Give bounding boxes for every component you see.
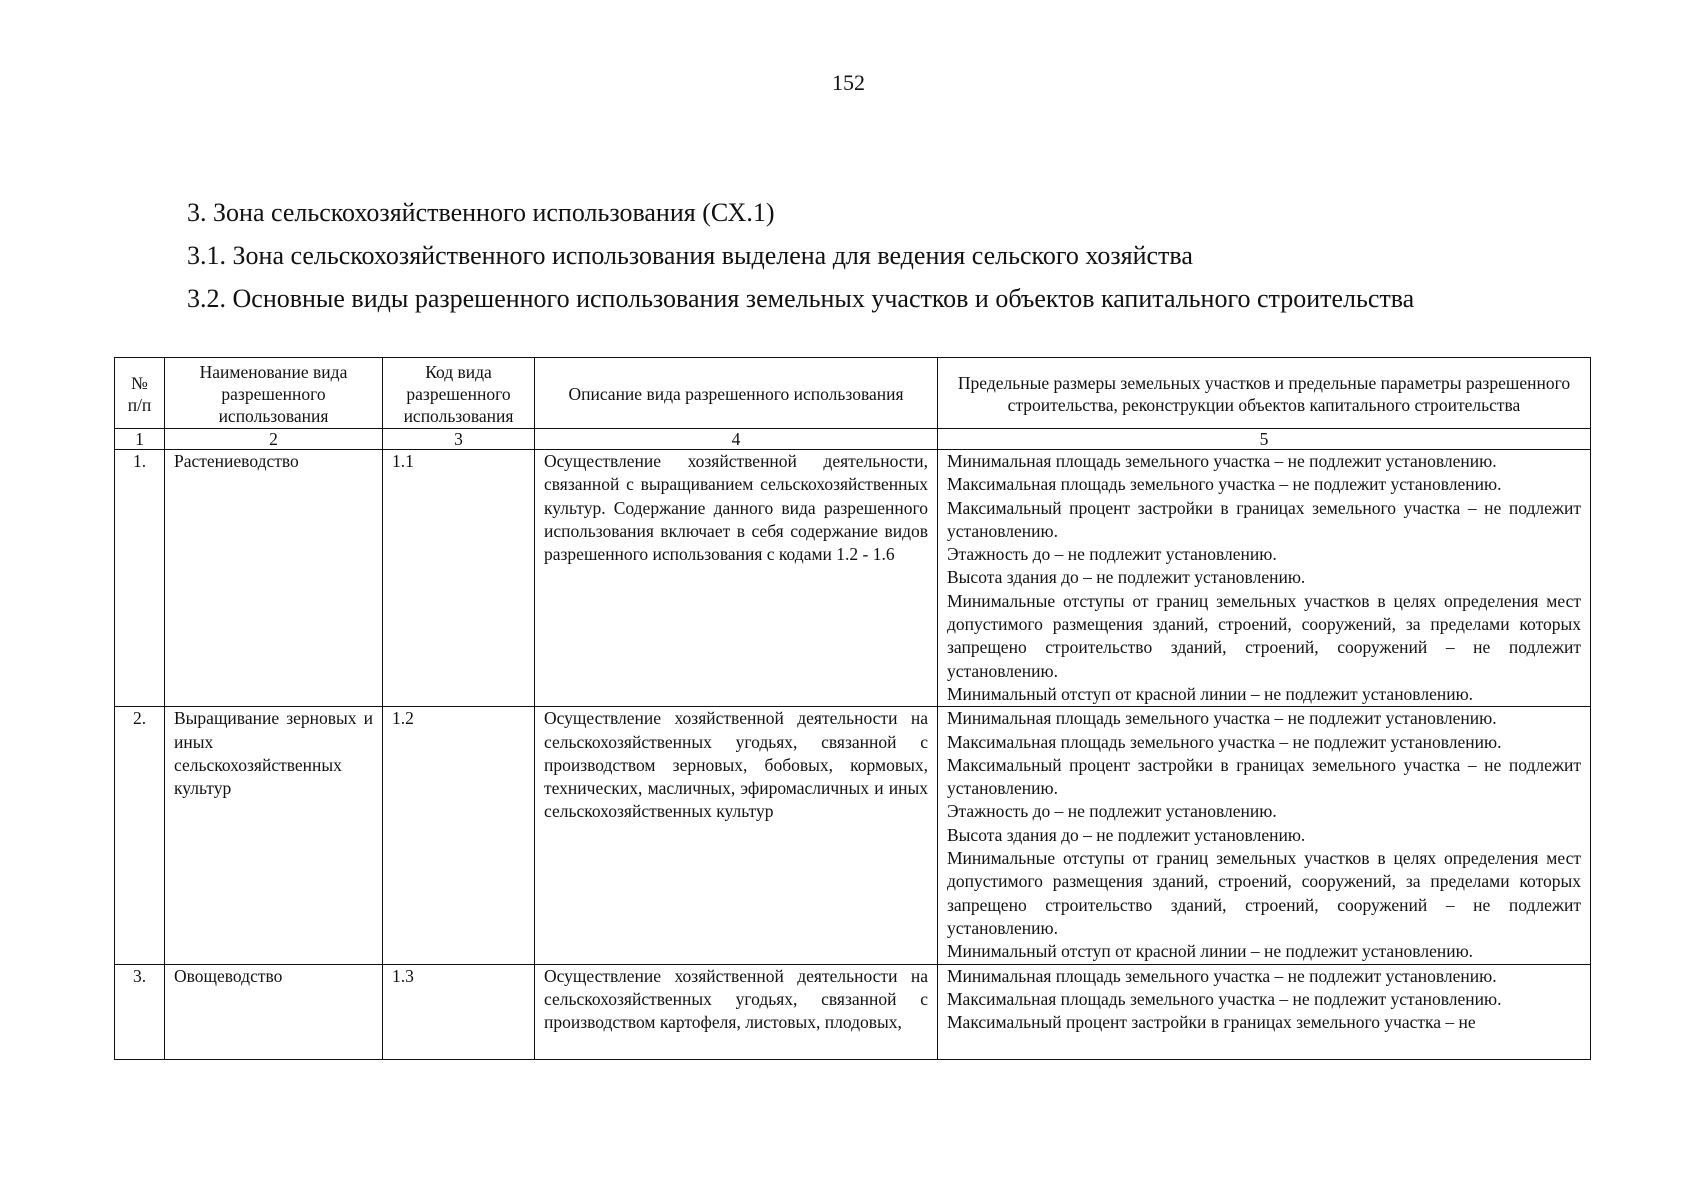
use-description: Осуществление хозяйственной деятельности на сельскохозяйственных угодьях, связанной с производством картофеля, листовых, плодовых, xyxy=(535,964,938,1059)
parameter-line: Максимальная площадь земельного участка – не подлежит установлению. xyxy=(947,731,1502,752)
row-number: 3. xyxy=(115,964,165,1059)
column-number: 3 xyxy=(383,429,535,450)
parameter-line: Высота здания до – не подлежит установлению. xyxy=(947,824,1306,845)
row-number: 1. xyxy=(115,450,165,707)
parameter-line: Максимальная площадь земельного участка – не подлежит установлению. xyxy=(947,988,1502,1009)
parameter-line: Максимальная площадь земельного участка – не подлежит установлению. xyxy=(947,474,1502,495)
table-header-row xyxy=(115,358,1591,429)
page-number: 152 xyxy=(832,70,865,95)
header-code: Код вида разрешенного использования xyxy=(383,358,535,429)
column-number: 1 xyxy=(115,429,165,450)
parameter-line: Максимальный процент застройки в границах земельного участка – не xyxy=(947,1012,1476,1033)
column-number: 2 xyxy=(165,429,383,450)
column-number: 4 xyxy=(535,429,938,450)
parameter-line: Минимальный отступ от красной линии – не подлежит установлению. xyxy=(947,941,1474,962)
table-row xyxy=(115,707,1591,964)
parameter-line: Этажность до – не подлежит установлению. xyxy=(947,544,1277,565)
use-name: Растениеводство xyxy=(165,450,383,707)
use-code: 1.3 xyxy=(383,964,535,1059)
parameter-line: Минимальная площадь земельного участка – не подлежит установлению. xyxy=(947,965,1497,986)
parameter-line: Минимальные отступы от границ земельных участков в целях определения мест допустимого размещения зданий, строений, сооружений, за пределами которых запрещено строительство зданий, строений, сооружений – не подлежит установлению. xyxy=(947,590,1581,681)
section-headings xyxy=(187,198,1587,327)
use-description: Осуществление хозяйственной деятельности, связанной с выращиванием сельскохозяйственных культур. Содержание данного вида разрешенного использования включает в себя содержание видов разрешенного использования с кодами 1.2 - 1.6 xyxy=(535,450,938,707)
row-number: 2. xyxy=(115,707,165,964)
column-number: 5 xyxy=(938,429,1591,450)
use-code: 1.1 xyxy=(383,450,535,707)
zone-title: 3. Зона сельскохозяйственного использования (СХ.1) xyxy=(187,198,775,227)
header-num: № п/п xyxy=(115,358,165,429)
parameter-line: Максимальный процент застройки в границах земельного участка – не подлежит установлению. xyxy=(947,754,1581,799)
parameter-line: Высота здания до – не подлежит установлению. xyxy=(947,567,1306,588)
header-desc: Описание вида разрешенного использования xyxy=(535,358,938,429)
main-uses-heading: 3.2. Основные виды разрешенного использования земельных участков и объектов капитального строительства xyxy=(187,284,1415,313)
use-code: 1.2 xyxy=(383,707,535,964)
parameter-line: Минимальная площадь земельного участка – не подлежит установлению. xyxy=(947,451,1497,471)
zone-purpose: 3.1. Зона сельскохозяйственного использования выделена для ведения сельского хозяйства xyxy=(187,241,1193,270)
table-row xyxy=(115,964,1591,1059)
use-description: Осуществление хозяйственной деятельности на сельскохозяйственных угодьях, связанной с производством зерновых, бобовых, кормовых, технических, масличных, эфиромасличных и иных сельскохозяйственных культур xyxy=(535,707,938,964)
use-parameters xyxy=(938,450,1591,707)
use-name: Выращивание зерновых и иных сельскохозяйственных культур xyxy=(165,707,383,964)
use-parameters xyxy=(938,964,1591,1059)
parameter-line: Максимальный процент застройки в границах земельного участка – не подлежит установлению. xyxy=(947,497,1581,541)
header-params: Предельные размеры земельных участков и предельные параметры разрешенного строительства, реконструкции объектов капитального строительства xyxy=(938,358,1591,429)
column-number-row xyxy=(115,429,1591,450)
header-name: Наименование вида разрешенного использования xyxy=(165,358,383,429)
parameter-line: Минимальные отступы от границ земельных участков в целях определения мест допустимого размещения зданий, строений, сооружений, за пределами которых запрещено строительство зданий, строений, сооружений – не подлежит установлению. xyxy=(947,848,1581,938)
table-row xyxy=(115,450,1591,707)
parameter-line: Этажность до – не подлежит установлению. xyxy=(947,801,1277,822)
use-parameters xyxy=(938,707,1591,964)
parameter-line: Минимальный отступ от красной линии – не подлежит установлению. xyxy=(947,683,1474,704)
permitted-uses-table xyxy=(114,357,1591,1060)
parameter-line: Минимальная площадь земельного участка – не подлежит установлению. xyxy=(947,708,1497,729)
use-name: Овощеводство xyxy=(165,964,383,1059)
